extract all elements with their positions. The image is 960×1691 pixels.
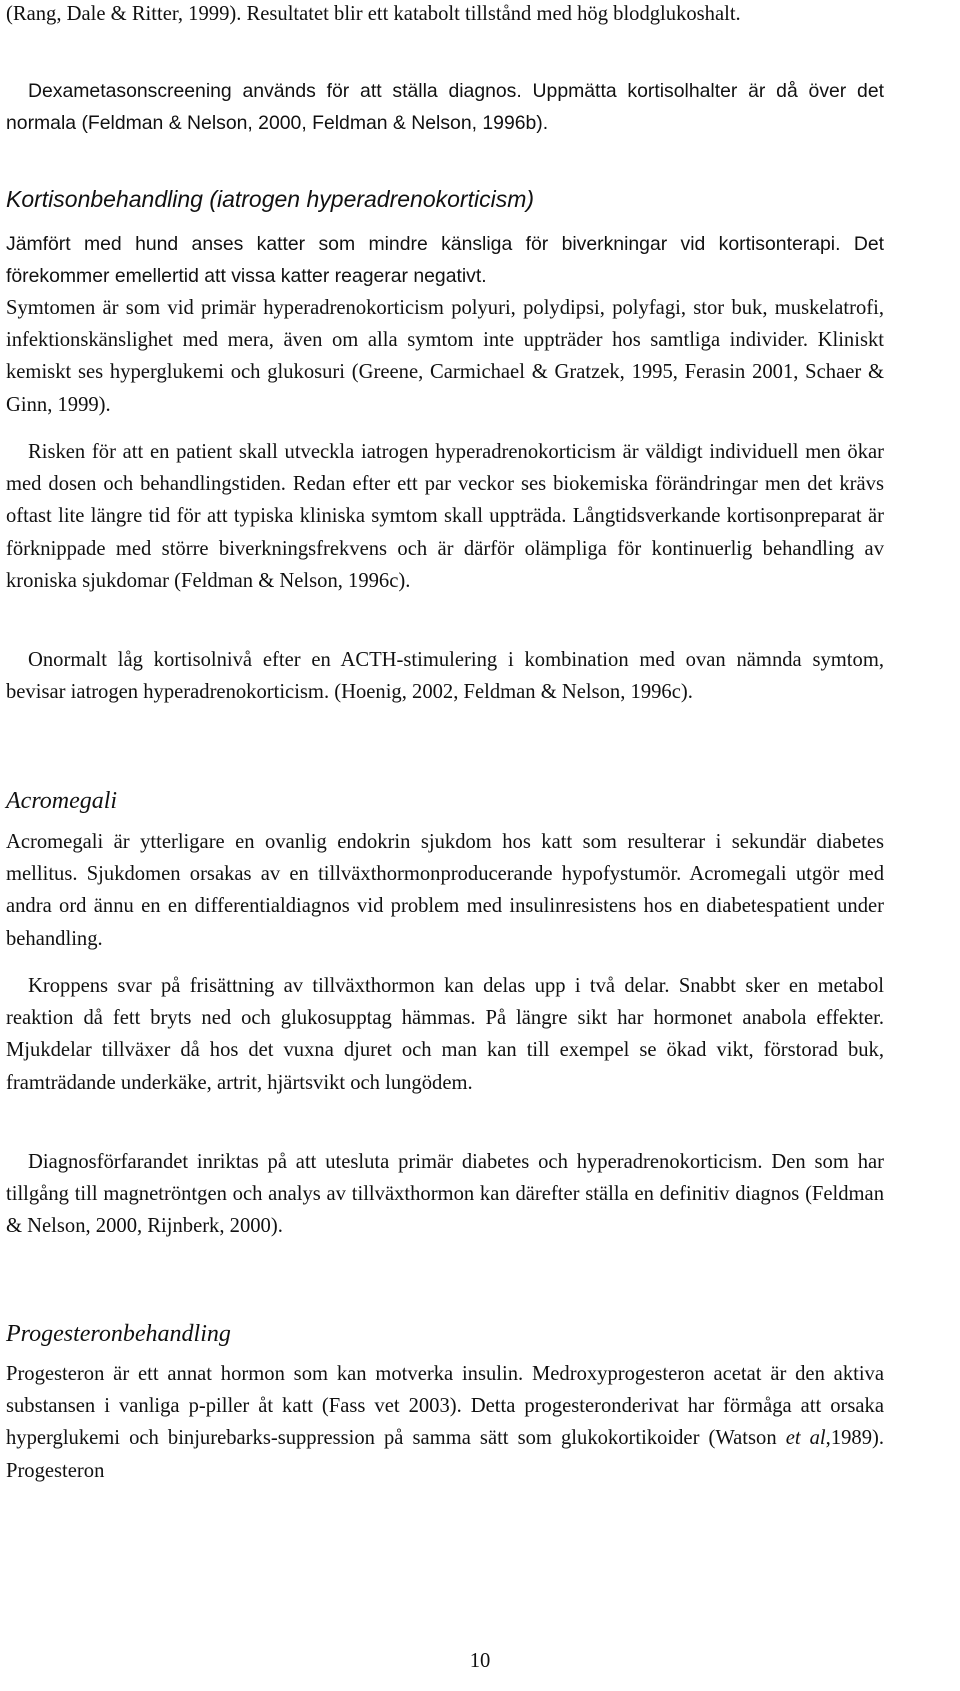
paragraph-dexametason: Dexametasonscreening används för att ställa diagnos. Uppmätta kortisolhalter är då över det normala (Feldman & Nelson, 2000, Feldman & Nelson, 1996b). xyxy=(6,80,884,135)
paragraph-kortison-sans: Jämfört med hund anses katter som mindre känsliga för biverkningar vid kortisonterapi. Det förekommer emellertid att vissa katter reagerar negativt. xyxy=(6,233,884,288)
paragraph-symtom: Symtomen är som vid primär hyperadrenokorticism polyuri, polydipsi, polyfagi, stor buk, muskelatrofi, infektionskänslighet med mera, även om alla symtom inte uppträder hos samtliga individer. Kliniskt kemiskt ses hyperglukemi och glukosuri (Greene, Carmichael & Gratzek, 1995, Ferasin 2001, Schaer & Ginn, 1999). xyxy=(6,297,884,416)
progesteron-text-end: ,1989). Progesteron xyxy=(6,1427,885,1482)
heading-progesteronbehandling: Progesteronbehandling xyxy=(6,1321,231,1347)
progesteron-text-italic: et al xyxy=(785,1427,826,1450)
paragraph-diagnos: Diagnosförfarandet inriktas på att utesluta primär diabetes och hyperadrenokorticism. Den som har tillgång till magnetröntgen och analys av tillväxthormon kan därefter ställa en definitiv diagnos (Feldman & Nelson, 2000, Rijnberk, 2000). xyxy=(6,1151,884,1238)
paragraph-risken: Risken för att en patient skall utveckla iatrogen hyperadrenokorticism är väldigt individuell men ökar med dosen och behandlingstiden. Redan efter ett par veckor ses biokemiska förändringar men det krävs oftast lite längre tid för att typiska kliniska symtom skall uppträda. Långtidsverkande kortisonpreparat är förknippade med större biverkningsfrekvens och är därför olämpliga för kontinuerlig behandling av kroniska sjukdomar (Feldman & Nelson, 1996c). xyxy=(6,441,884,592)
heading-acromegali: Acromegali xyxy=(6,788,118,814)
paragraph-onormalt: Onormalt låg kortisolnivå efter en ACTH-stimulering i kombination med ovan nämnda symtom, bevisar iatrogen hyperadrenokorticism. (Hoenig, 2002, Feldman & Nelson, 1996c). xyxy=(6,649,884,704)
paragraph-kroppens: Kroppens svar på frisättning av tillväxthormon kan delas upp i två delar. Snabbt sker en metabol reaktion då fett bryts ned och glukosupptag hämmas. På längre sikt har hormonet anabola effekter. Mjukdelar tillväxer då hos det vuxna djuret och man kan till exempel se ökad vikt, förstorad buk, framträdande underkäke, artrit, hjärtsvikt och lungödem. xyxy=(6,975,884,1094)
paragraph-intro: (Rang, Dale & Ritter, 1999). Resultatet blir ett katabolt tillstånd med hög blodglukoshalt. xyxy=(6,3,741,25)
paragraph-acromegali: Acromegali är ytterligare en ovanlig endokrin sjukdom hos katt som resulterar i sekundär diabetes mellitus. Sjukdomen orsakas av en tillväxthormonproducerande hypofystumör. Acromegali utgör med andra ord ännu en en differentialdiagnos vid problem med insulinresistens hos en diabetespatient under behandling. xyxy=(6,831,884,950)
paragraph-progesteron xyxy=(6,1358,884,1487)
progesteron-text-start: Progesteron är ett annat hormon som kan motverka insulin. Medroxyprogesteron acetat är den aktiva substansen i vanliga p-piller åt katt (Fass vet 2003). Detta progesteronderivat har förmåga att orsaka hyperglukemi och binjurebarks-suppression på samma sätt som glukokortikoider (Watson xyxy=(6,1363,884,1450)
page-number: 10 xyxy=(469,1650,491,1672)
heading-kortisonbehandling: Kortisonbehandling (iatrogen hyperadrenokorticism) xyxy=(6,186,535,212)
